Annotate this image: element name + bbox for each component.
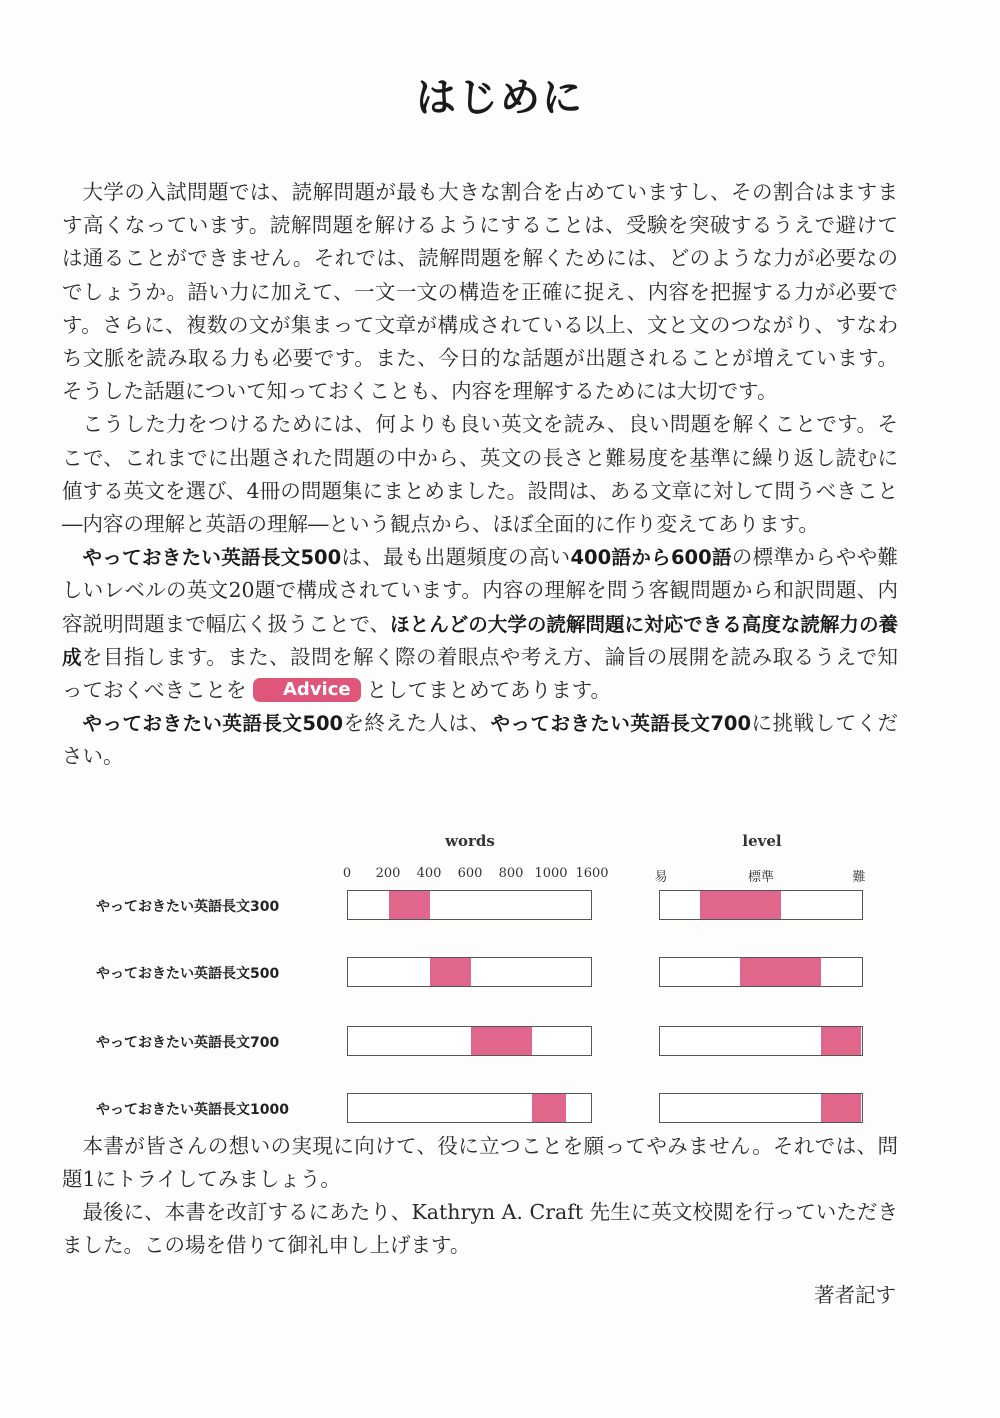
words-bar-fill [389, 891, 430, 919]
level-panel-title: level [742, 832, 782, 850]
words-tick-label: 600 [457, 866, 483, 881]
text-span: を終えた人は、 [343, 711, 491, 736]
row-label: やっておきたい英語長文1000 [96, 1102, 289, 1118]
paragraph: 大学の入試問題では、読解問題が最も大きな割合を占めていますし、その割合はますます高くなっています。読解問題を解けるようにすることは、受験を突破するうえで避けては通ることができません。それでは、読解問題を解くためには、どのような力が必要なのでしょうか。語い力に加えて、一文一文の構造を正確に捉え、内容を把握する力が必要です。さらに、複数の文が集まって文章が構成されている以上、文と文のつながり、すなわち文脈を読み取る力も必要です。また、今日的な話題が出題されることが増えています。そうした話題について知っておくことも、内容を理解するためには大切です。 [62, 180, 898, 404]
level-bar-track [659, 1026, 863, 1056]
row-label: やっておきたい英語長文300 [96, 899, 280, 915]
level-bar-track [659, 890, 863, 920]
paragraph [62, 541, 898, 707]
words-tick-label: 400 [416, 866, 442, 881]
words-bar-track [347, 1093, 592, 1123]
words-bar-fill [532, 1094, 566, 1122]
page-title: はじめに [416, 75, 584, 121]
words-panel-title: words [445, 832, 495, 850]
level-bar-track [659, 957, 863, 987]
paragraph: 本書が皆さんの想いの実現に向けて、役に立つことを願ってやみません。それでは、問題1にトライしてみましょう。 [62, 1133, 898, 1191]
words-level-chart [0, 828, 1000, 1148]
advice-badge: Advice [253, 678, 361, 702]
level-bar-fill [821, 1094, 861, 1122]
words-tick-label: 200 [375, 866, 401, 881]
text-span: としてまとめてあります。 [366, 678, 611, 703]
words-bar-fill [430, 958, 471, 986]
level-tick-label: 標準 [747, 870, 775, 885]
word-range-bold: 400語から600語 [570, 546, 732, 570]
text-span: を目指します。また、設問を解く際の着眼点や考え方、論旨の展開を読み取るうえで知っておくべきことを [62, 644, 898, 703]
row-label: やっておきたい英語長文500 [96, 966, 280, 982]
words-tick-label: 800 [498, 866, 524, 881]
words-tick-label: 1000 [534, 866, 568, 881]
words-tick-label: 0 [342, 866, 352, 881]
words-bar-track [347, 890, 592, 920]
level-bar-fill [821, 1027, 861, 1055]
goal-bold: ほとんどの大学の読解問題に対応できる高度な読解力の養成 [62, 612, 898, 669]
text-span: の標準からやや難しいレベルの英文20題で構成されています。内容の理解を問う客観問題から和訳問題、内容説明問題まで幅広く扱うことで、 [62, 545, 899, 636]
row-label: やっておきたい英語長文700 [96, 1035, 280, 1051]
signature: 著者記す [814, 1283, 896, 1307]
level-bar-fill [740, 958, 820, 986]
level-tick-label: 難 [852, 870, 866, 885]
words-bar-track [347, 957, 592, 987]
words-tick-label: 1600 [575, 866, 609, 881]
book-title-bold: やっておきたい英語長文500 [82, 546, 342, 570]
level-bar-track [659, 1093, 863, 1123]
book-title-bold: やっておきたい英語長文500 [82, 712, 344, 736]
paragraph [62, 707, 898, 773]
text-span: に挑戦してください。 [62, 711, 898, 769]
words-bar-track [347, 1026, 592, 1056]
paragraph: こうした力をつけるためには、何よりも良い英文を読み、良い問題を解くことです。そこで、これまでに出題された問題の中から、英文の長さと難易度を基準に繰り返し読むに値する英文を選び、4冊の問題集にまとめました。設問は、ある文章に対して問うべきこと―内容の理解と英語の理解―という観点から、ほぼ全面的に作り変えてあります。 [62, 412, 898, 537]
level-tick-label: 易 [654, 870, 668, 885]
text-span: は、最も出題頻度の高い [341, 545, 571, 570]
level-bar-fill [700, 891, 780, 919]
next-book-bold: やっておきたい英語長文700 [490, 712, 752, 736]
paragraph: 最後に、本書を改訂するにあたり、Kathryn A. Craft 先生に英文校閲を行っていただきました。この場を借りて御礼申し上げます。 [62, 1200, 898, 1258]
words-bar-fill [471, 1027, 532, 1055]
